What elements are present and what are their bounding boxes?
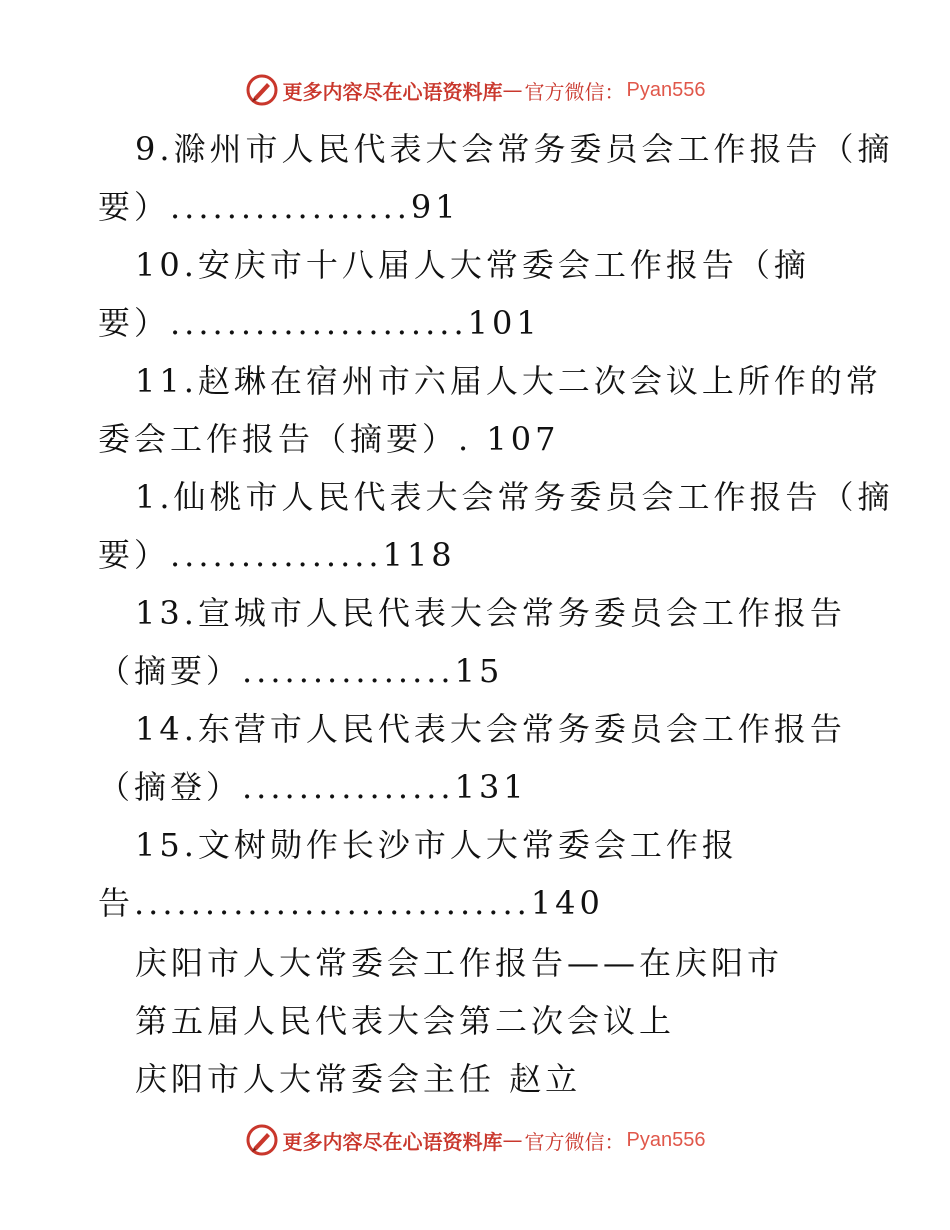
watermark-header <box>0 70 950 110</box>
watermark-wechat-id: Pyan556 <box>626 1128 706 1151</box>
toc-line: 委会工作报告（摘要）. 107 <box>98 420 560 458</box>
body-line: 第五届人民代表大会第二次会议上 <box>135 1002 676 1040</box>
toc-line: 要）.....................101 <box>98 304 541 342</box>
body-line: 庆阳市人大常委会主任 赵立 <box>135 1060 582 1098</box>
toc-line: 10.安庆市十八届人大常委会工作报告（摘 <box>135 246 810 284</box>
toc-line: 9.滁州市人民代表大会常务委员会工作报告（摘 <box>135 130 894 168</box>
watermark-official-label: 官方微信： <box>524 79 625 104</box>
watermark-footer <box>0 1120 950 1160</box>
watermark-wechat-id: Pyan556 <box>626 78 706 101</box>
body-line: 庆阳市人大常委会工作报告——在庆阳市 <box>135 944 784 982</box>
watermark-main-text: 更多内容尽在心语资料库 <box>282 79 503 104</box>
toc-line: 11.赵琳在宿州市六届人大二次会议上所作的常 <box>135 362 882 400</box>
toc-line: （摘要）...............15 <box>98 652 504 690</box>
watermark-main-text: 更多内容尽在心语资料库 <box>282 1129 503 1154</box>
toc-line: 14.东营市人民代表大会常务委员会工作报告 <box>135 710 846 748</box>
toc-line: 要）.................91 <box>98 188 460 226</box>
toc-line: 告............................140 <box>98 884 604 922</box>
pen-logo-icon <box>245 73 279 107</box>
toc-line: 13.宣城市人民代表大会常务委员会工作报告 <box>135 594 846 632</box>
toc-line: （摘登）...............131 <box>98 768 528 806</box>
toc-line: 15.文树勋作长沙市人大常委会工作报 <box>135 826 738 864</box>
watermark-official-label: 官方微信： <box>524 1129 625 1154</box>
toc-line: 要）...............118 <box>98 536 456 574</box>
watermark-dash: — <box>502 1128 523 1152</box>
toc-line: 1.仙桃市人民代表大会常务委员会工作报告（摘 <box>135 478 894 516</box>
watermark-dash: — <box>502 78 523 102</box>
pen-logo-icon <box>245 1123 279 1157</box>
